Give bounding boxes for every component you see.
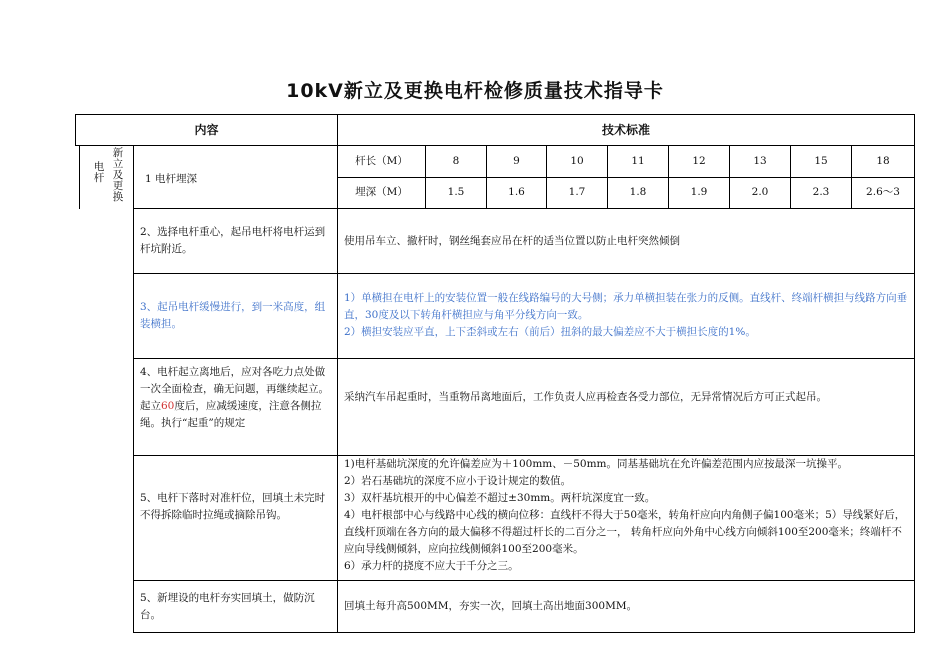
row2-content: 2、选择电杆重心，起吊电杆将电杆运到杆坑附近。: [140, 226, 326, 255]
row3-content: 3、起吊电杆缓慢进行，到一米高度，组装横担。: [140, 301, 326, 330]
row3-standard-1: 1）单横担在电杆上的安装位置一般在线路编号的大号侧；承力单横担装在张力的反侧。直线杆、终端杆横担与线路方向垂直，30度及以下转角杆横担应与角平分线方向一致。: [344, 292, 908, 321]
row4-content-text-b: 度后，应减缓速度，注意各侧拉绳。执行“起重”的规定: [140, 400, 322, 429]
depth-cell: 1.5: [447, 186, 465, 198]
depth-cell: 2.3: [812, 186, 830, 198]
row4-content: [140, 364, 332, 432]
row2-standard: 使用吊车立、撤杆时，钢丝绳套应吊在杆的适当位置以防止电杆突然倾倒: [344, 235, 680, 247]
depth-cell: 2.6～3: [866, 186, 900, 198]
row5-standard-item: 3）双杆基坑根开的中心偏差不超过±30mm。两杆坑深度宜一致。: [344, 492, 656, 504]
header-standard: 技术标准: [601, 123, 650, 137]
depth-cell: 1.7: [568, 186, 586, 198]
depth-cell: 1.8: [629, 186, 647, 198]
depth-cell: 1.9: [690, 186, 708, 198]
row5-standard-item: 4）电杆根部中心与线路中心线的横向位移：直线杆不得大于50毫米，转角杆应向内角侧子偏100毫米；5）导线紧好后，直线杆顶端在各方向的最大偏移不得超过杆长的二百分之一， 转角杆应向外角中心线方向倾斜100至200毫米；终端杆不应向导线侧倾斜，应向拉线侧倾斜100至200毫米。: [344, 509, 906, 555]
pole-length-cell: 9: [513, 155, 520, 167]
row6-content: 5、新埋设的电杆夯实回填土，做防沉台。: [140, 592, 315, 621]
row5-standard-item: 1)电杆基础坑深度的允许偏差应为＋100mm、－50mm。同基基础坑在允许偏差范围内应按最深一坑操平。: [344, 458, 849, 470]
pole-length-cell: 13: [753, 155, 767, 167]
row5-standard-item: 2）岩石基础坑的深度不应小于设计规定的数值。: [344, 475, 572, 487]
row5-content: 5、电杆下落时对准杆位，回填土未完时不得拆除临时拉绳或摘除吊钩。: [140, 492, 326, 521]
pole-length-cell: 15: [814, 155, 828, 167]
pole-length-cell: 12: [692, 155, 706, 167]
row4-standard: 采纳汽车吊起重时，当重物吊离地面后，工作负责人应再检查各受力部位，无异常情况后方可正式起吊。: [344, 391, 827, 403]
header-content: 内容: [194, 123, 219, 137]
section-label-inner: 新 立 及 更 换: [112, 147, 124, 203]
row6-standard: 回填土每升高500MM，夯实一次，回填土高出地面300MM。: [344, 600, 638, 612]
section-label-outer: 电 杆: [93, 161, 105, 184]
row4-content-text-a: 4、电杆起立离地后，应对各吃力点处做一次全面检查，确无问题，再继续起立。起立: [140, 366, 329, 412]
depth-cell: 2.0: [751, 186, 769, 198]
row3-standard-2: 2）横担安装应平直，上下歪斜或左右（前后）扭斜的最大偏差应不大于横担长度的1%。: [344, 326, 756, 338]
depth-label: 埋深（M）: [355, 186, 408, 198]
pole-length-cell: 18: [876, 155, 890, 167]
pole-length-cell: 8: [452, 155, 460, 167]
row5-standard-item: 6）承力杆的挠度不应大于千分之三。: [344, 560, 519, 572]
pole-length-cell: 11: [631, 155, 645, 167]
row5-standard: [344, 456, 912, 575]
page-title: 10kV新立及更换电杆检修质量技术指导卡: [286, 80, 664, 102]
pole-length-cell: 10: [570, 155, 584, 167]
row1-content: 1 电杆埋深: [145, 173, 198, 185]
pole-length-label: 杆长（M）: [355, 155, 408, 167]
row4-angle-value: 60: [161, 400, 175, 412]
depth-cell: 1.6: [508, 186, 525, 198]
